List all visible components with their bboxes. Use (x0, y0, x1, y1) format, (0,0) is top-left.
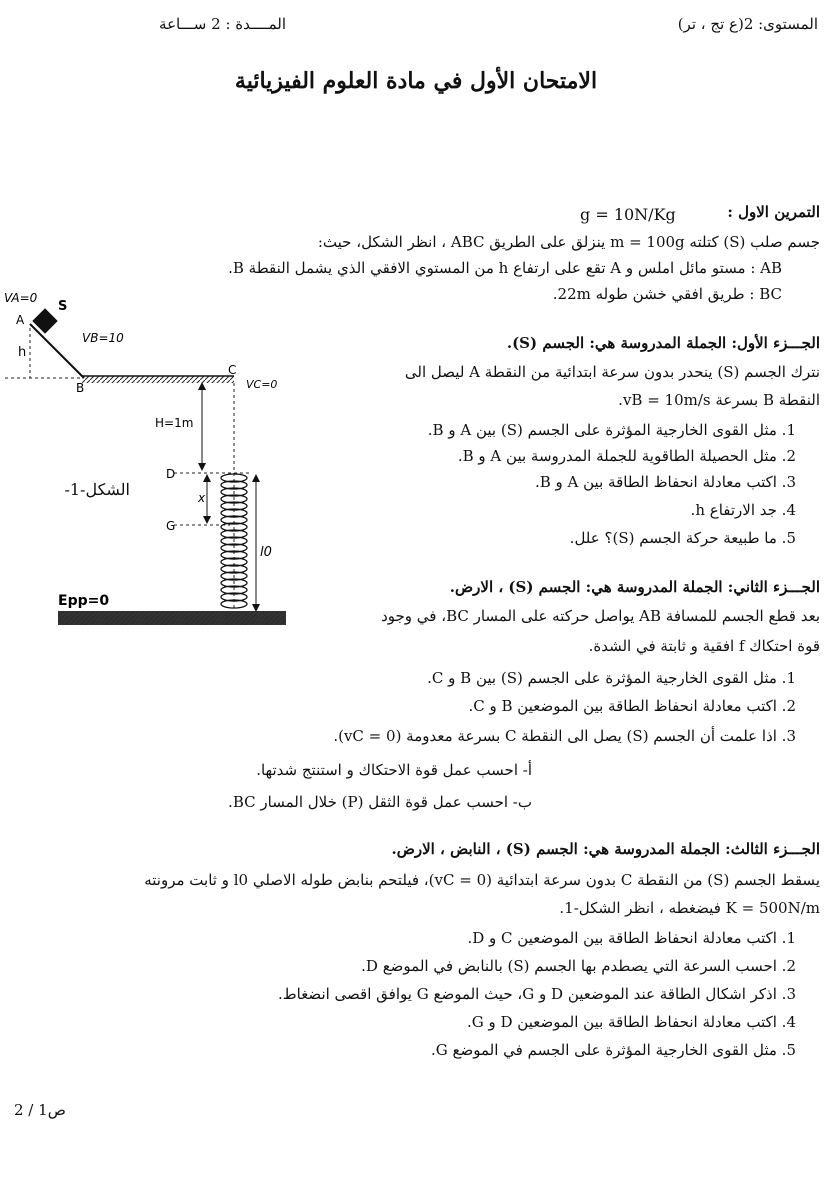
part3-q2: 2. احسب السرعة التي يصطدم بها الجسم (S) بالنابض في الموضع D. (361, 957, 796, 975)
label-vc: VC=0 (246, 378, 278, 391)
label-a: A (16, 313, 25, 327)
part3-line1: يسقط الجسم (S) من النقطة C بدون سرعة ابتدائية (vC = 0)، فيلتحم بنابض طوله الاصلي l0 و ثابت مرونته (144, 871, 820, 889)
part3-q5: 5. مثل القوى الخارجية المؤثرة على الجسم في الموضع G. (430, 1041, 796, 1059)
part1-q1: 1. مثل القوى الخارجية المؤثرة على الجسم (S) بين A و B. (427, 421, 796, 439)
part3-q3: 3. اذكر اشكال الطاقة عند الموضعين D و G، حيث الموضع G يوافق اقصى انضغاط. (277, 985, 796, 1003)
gravity-value: g = 10N/Kg (580, 205, 676, 224)
part1-line1: نترك الجسم (S) ينحدر بدون سرعة ابتدائية من النقطة A ليصل الى (404, 363, 820, 381)
part2-q3: 3. اذا علمت أن الجسم (S) يصل الى النقطة C بسرعة معدومة (vC = 0). (333, 727, 796, 745)
part3-q4: 4. اكتب معادلة انحفاظ الطاقة بين الموضعين D و G. (466, 1013, 796, 1031)
part2-line2: قوة احتكاك f افقية و ثابتة في الشدة. (588, 637, 820, 655)
part3-q1: 1. اكتب معادلة انحفاظ الطاقة بين الموضعين C و D. (467, 929, 796, 947)
exercise-intro: جسم صلب (S) كتلته m = 100g ينزلق على الطريق ABC ، انظر الشكل، حيث: (317, 233, 820, 251)
label-l0: l0 (260, 545, 272, 560)
label-va: VA=0 (4, 291, 38, 305)
part2-line1: بعد قطع الجسم للمسافة AB يواصل حركته على المسار BC، في وجود (381, 607, 820, 625)
label-c: C (228, 363, 237, 377)
part1-q2: 2. مثل الحصيلة الطاقوية للجملة المدروسة بين A و B. (457, 447, 796, 465)
label-x: x (198, 491, 206, 505)
duration-label: المــــدة : 2 ســـاعة (159, 15, 286, 33)
part1-heading: الجـــزء الأول: الجملة المدروسة هي: الجسم (S). (506, 334, 820, 352)
label-epp: Epp=0 (58, 593, 110, 609)
label-s: S (58, 299, 68, 314)
exercise-heading: التمرين الاول : (727, 203, 820, 221)
part1-q5: 5. ما طبيعة حركة الجسم (S)؟ علل. (569, 529, 796, 547)
label-b: B (76, 381, 85, 395)
part3-line2: K = 500N/m فيضغطه ، انظر الشكل-1. (559, 899, 820, 917)
figure-caption: الشكل-1- (64, 480, 130, 499)
part2-q3a: أ- احسب عمل قوة الاحتكاك و استنتج شدتها. (256, 761, 532, 779)
part1-q4: 4. جد الارتفاع h. (690, 501, 796, 519)
part1-q3: 3. اكتب معادلة انحفاظ الطاقة بين A و B. (534, 473, 796, 491)
item-bc: BC : طريق افقي خشن طوله 22m. (552, 285, 782, 303)
label-h: h (18, 345, 27, 360)
part2-heading: الجـــزء الثاني: الجملة المدروسة هي: الجسم (S) ، الارض. (449, 578, 820, 596)
page-title: الامتحان الأول في مادة العلوم الفيزيائية (234, 68, 598, 94)
level-label: المستوى: 2(ع تج ، تر) (677, 15, 818, 33)
part1-line2: النقطة B بسرعة vB = 10m/s. (618, 391, 820, 409)
part2-q3b: ب- احسب عمل قوة الثقل (P) خلال المسار BC. (228, 793, 532, 811)
part2-q2: 2. اكتب معادلة انحفاظ الطاقة بين الموضعين B و C. (468, 697, 796, 715)
item-ab: AB : مستو مائل املس و A تقع على ارتفاع h من المستوي الافقي الذي يشمل النقطة B. (228, 259, 782, 277)
figure-1 (0, 280, 300, 640)
label-h-height: H=1m (155, 416, 194, 430)
part3-heading: الجـــزء الثالث: الجملة المدروسة هي: الجسم (S) ، النابض ، الارض. (391, 840, 820, 858)
path-bc (82, 376, 234, 383)
label-vb: VB=10 (82, 331, 124, 345)
page-number: 2 / 1ص (14, 1101, 66, 1119)
part2-q1: 1. مثل القوى الخارجية المؤثرة على الجسم (S) بين B و C. (427, 669, 796, 687)
label-d: D (166, 467, 176, 481)
incline-ab (30, 324, 84, 378)
label-g: G (166, 519, 176, 533)
